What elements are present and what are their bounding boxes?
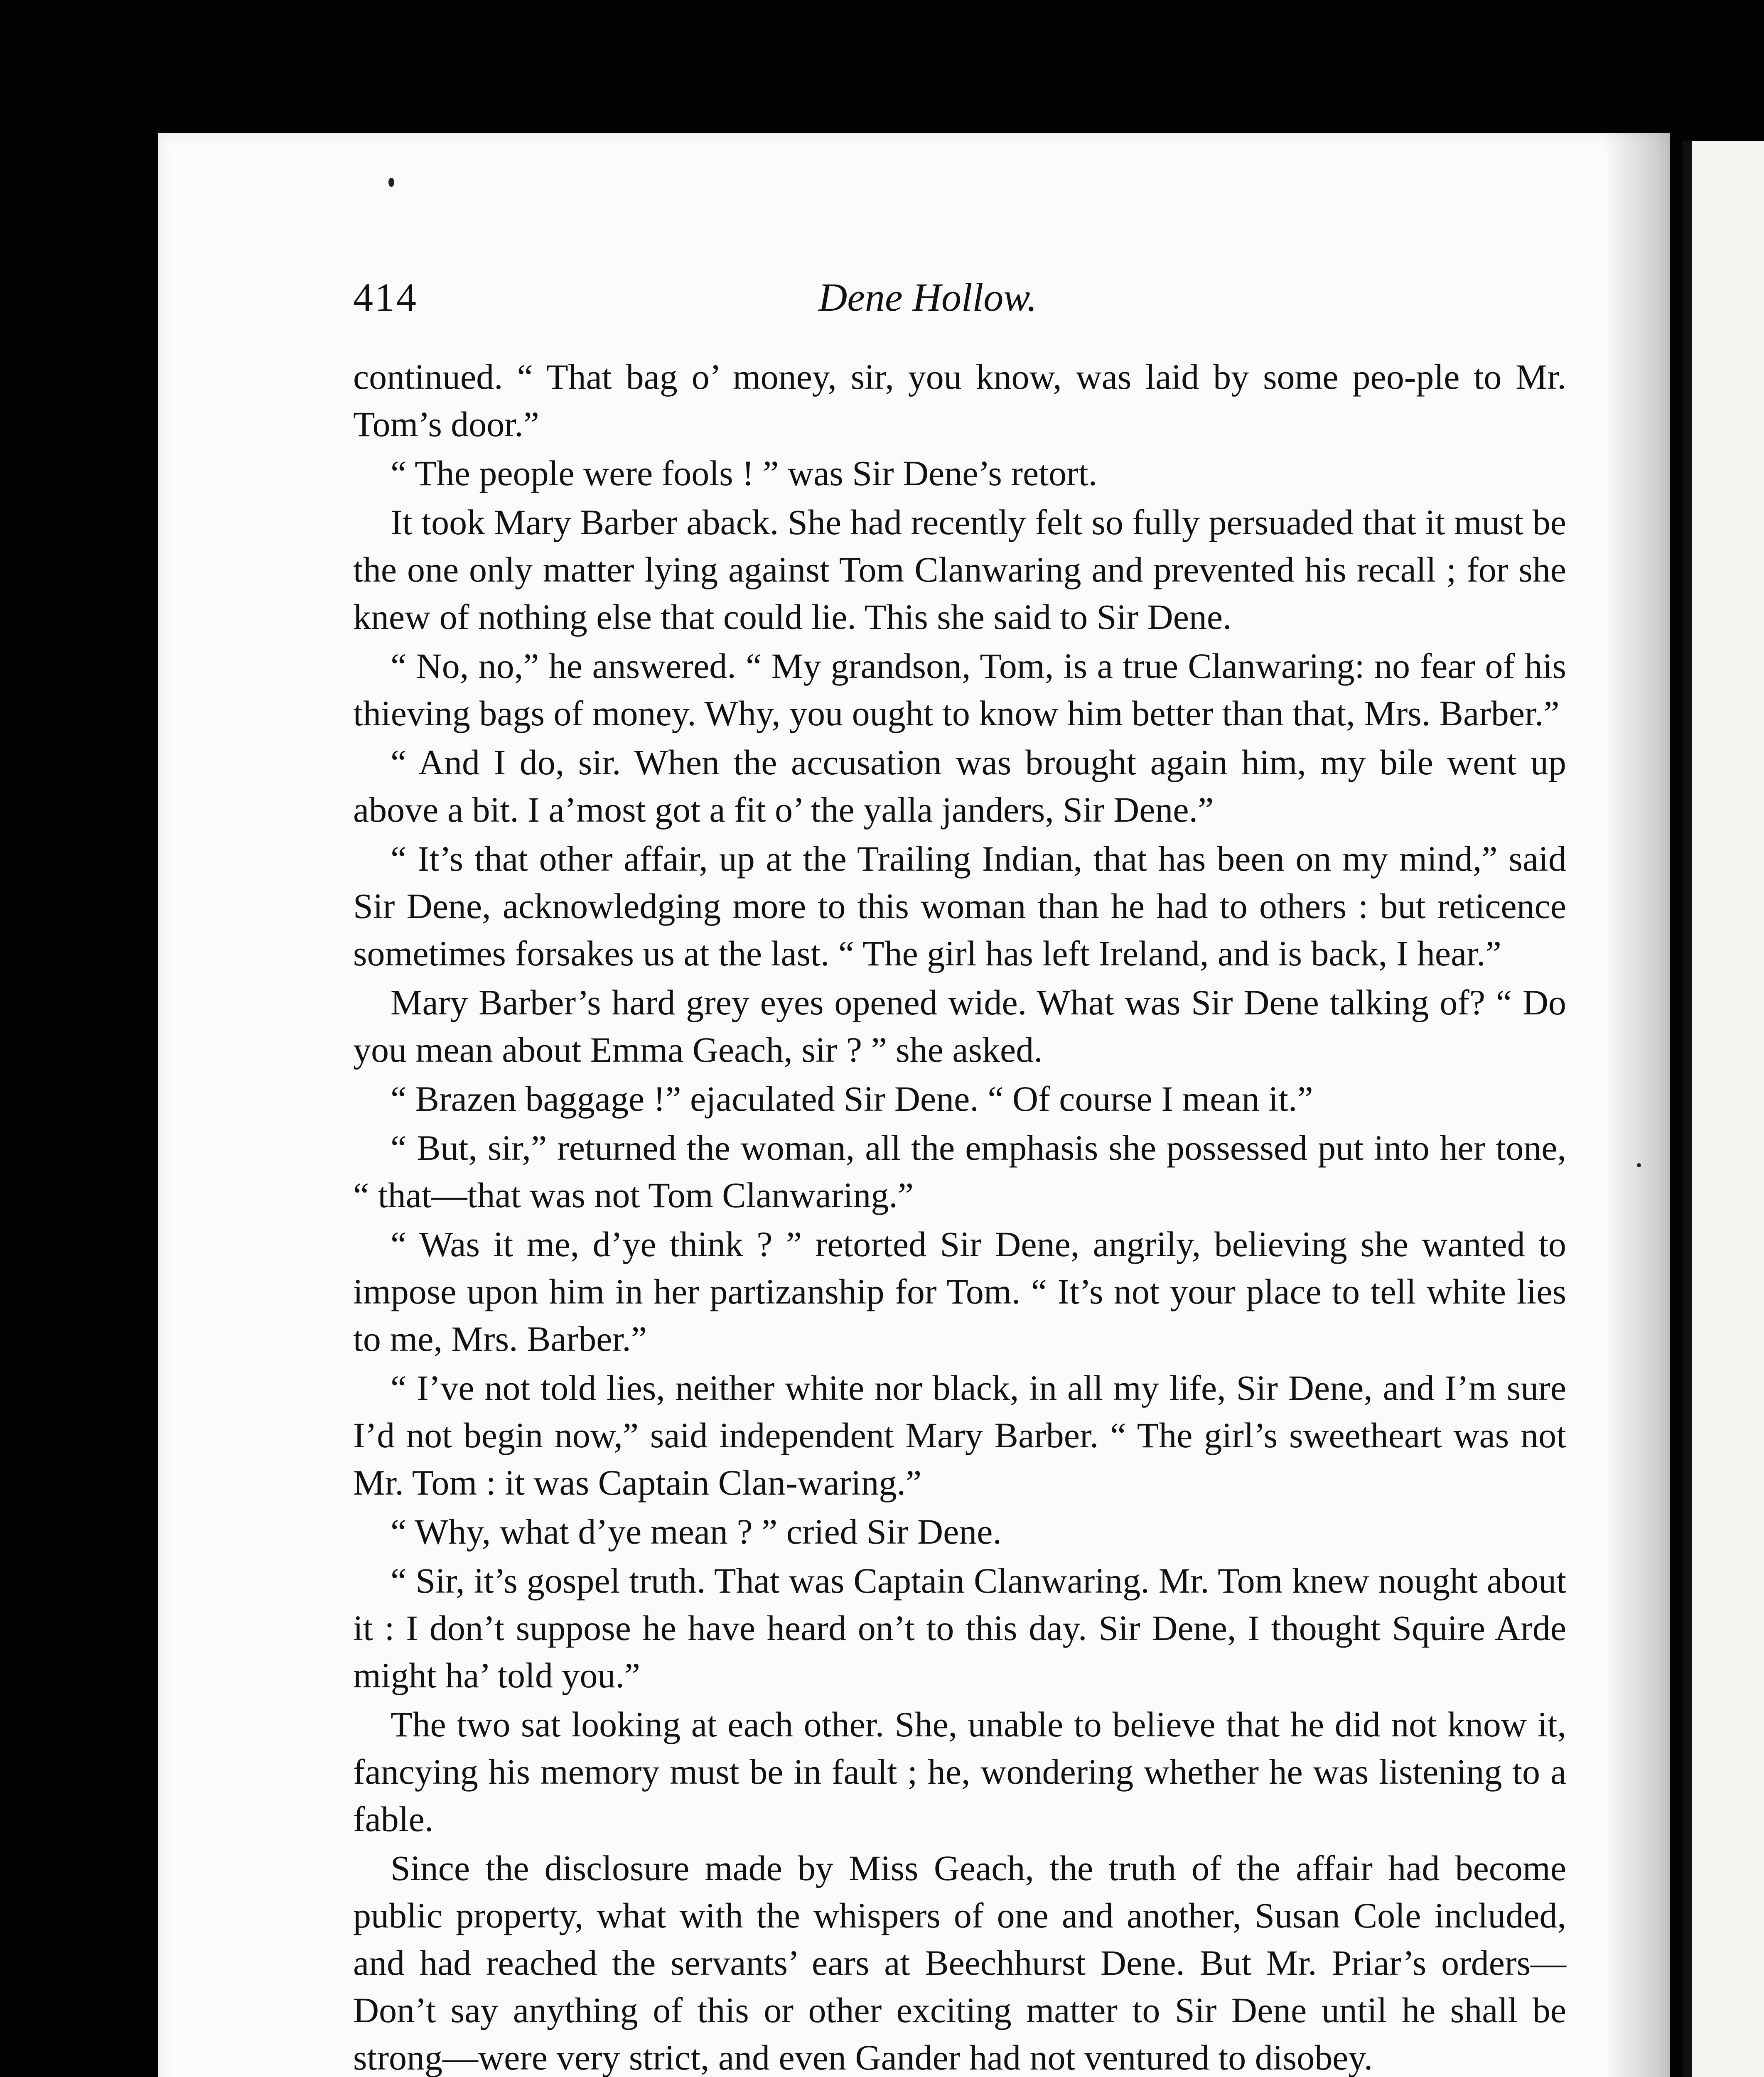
gutter-shadow: [1604, 133, 1670, 2077]
paragraph: “ And I do, sir. When the accusation was brought again him, my bile went up above a bit. I a’most got a fit o’ the yalla janders, Sir Dene.”: [353, 742, 1566, 830]
paragraph: “ But, sir,” returned the woman, all the emphasis she possessed put into her tone, “ that—that was not Tom Clanwaring.”: [353, 1128, 1566, 1215]
paragraph: “ Sir, it’s gospel truth. That was Captain Clanwaring. Mr. Tom knew nought about it : I don’t suppose he have heard on’t to this day. Sir Dene, I thought Squire Arde might ha’ told you.”: [353, 1561, 1566, 1695]
paragraph: “ Why, what d’ye mean ? ” cried Sir Dene.: [391, 1512, 1002, 1552]
paragraph: “ The people were fools ! ” was Sir Dene’s retort.: [391, 453, 1098, 493]
paragraph: “ Brazen baggage !” ejaculated Sir Dene. “ Of course I mean it.”: [391, 1079, 1313, 1119]
body-text: [353, 353, 1566, 2077]
paragraph: “ I’ve not told lies, neither white nor black, in all my life, Sir Dene, and I’m sure I’d not begin now,” said independent Mary Barber. “ The girl’s sweetheart was not Mr. Tom : it was Captain Clan-waring.”: [353, 1368, 1566, 1503]
paragraph: The two sat looking at each other. She, unable to believe that he did not know it, fancying his memory must be in fault ; he, wondering whether he was listening to a fable.: [353, 1704, 1566, 1839]
paragraph: “ No, no,” he answered. “ My grandson, Tom, is a true Clanwaring: no fear of his thieving bags of money. Why, you ought to know him better than that, Mrs. Barber.”: [353, 646, 1566, 733]
paragraph: Mary Barber’s hard grey eyes opened wide. What was Sir Dene talking of? “ Do you mean about Emma Geach, sir ? ” she asked.: [353, 982, 1566, 1070]
running-title: Dene Hollow.: [818, 275, 1037, 319]
paragraph: It took Mary Barber aback. She had recently felt so fully persuaded that it must be the one only matter lying against Tom Clanwaring and prevented his recall ; for she knew of nothing else that could lie. This she said to Sir Dene.: [353, 502, 1566, 637]
ink-speck: [1637, 1163, 1641, 1167]
page-number: 414: [353, 275, 418, 319]
next-page-edge: [1683, 141, 1764, 2077]
ink-speck: [388, 178, 394, 187]
paragraph: continued. “ That bag o’ money, sir, you know, was laid by some peo-ple to Mr. Tom’s door.”: [353, 357, 1566, 444]
paragraph: “ It’s that other affair, up at the Trailing Indian, that has been on my mind,” said Sir Dene, acknowledging more to this woman than he had to others : but reticence sometimes forsakes us at the last. “ The girl has left Ireland, and is back, I hear.”: [353, 839, 1566, 973]
paragraph: Since the disclosure made by Miss Geach, the truth of the affair had become public property, what with the whispers of one and another, Susan Cole included, and had reached the servants’ ears at Beechhurst Dene. But Mr. Priar’s orders—Don’t say anything of this or other exciting matter to Sir Dene until he shall be strong—were very strict, and even Gander had not ventured to disobey.: [353, 1848, 1566, 2077]
running-head: [353, 274, 1558, 341]
paragraph: “ Was it me, d’ye think ? ” retorted Sir Dene, angrily, believing she wanted to impose upon him in her partizanship for Tom. “ It’s not your place to tell white lies to me, Mrs. Barber.”: [353, 1224, 1566, 1359]
